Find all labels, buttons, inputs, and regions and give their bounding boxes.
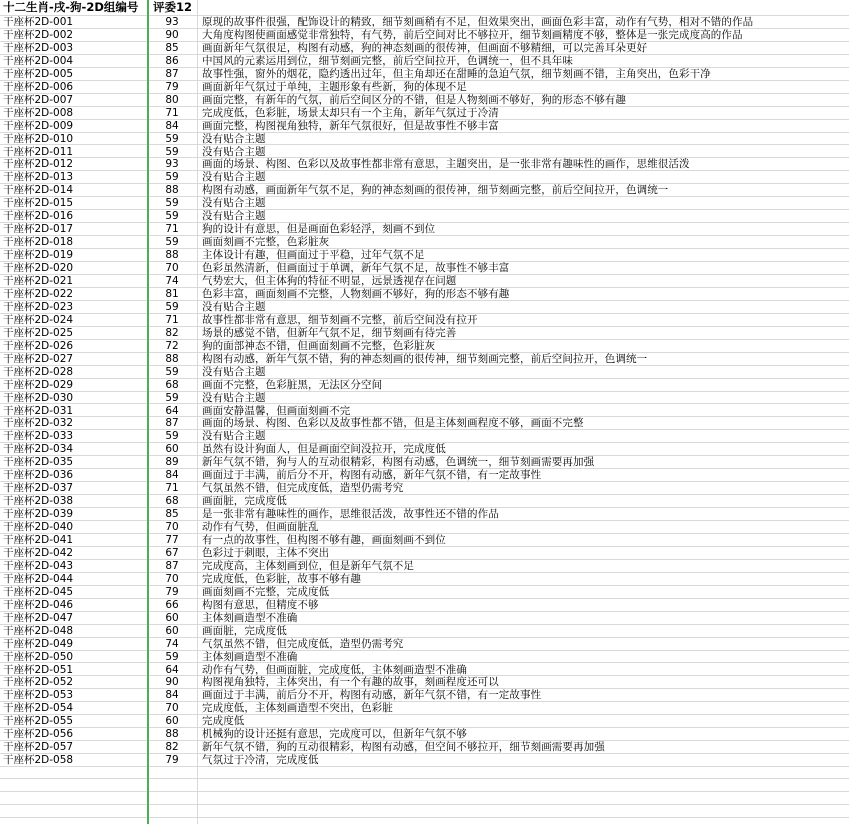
table-row[interactable] (0, 158, 849, 171)
table-row[interactable] (0, 275, 849, 288)
id-cell[interactable]: 干座杯2D-030 (3, 391, 74, 404)
table-row[interactable] (0, 223, 849, 236)
table-row[interactable] (0, 456, 849, 469)
id-cell[interactable]: 干座杯2D-040 (3, 521, 74, 533)
empty-row[interactable] (0, 767, 849, 779)
score-cell[interactable]: 71 (165, 223, 179, 236)
score-cell[interactable]: 87 (165, 559, 179, 572)
score-cell[interactable]: 74 (165, 637, 179, 650)
score-cell[interactable]: 84 (165, 689, 179, 702)
table-row[interactable] (0, 107, 849, 120)
comment-cell[interactable]: 完成度低 (202, 715, 245, 728)
id-cell[interactable]: 干座杯2D-003 (3, 41, 74, 54)
table-row[interactable] (0, 443, 849, 456)
table-row[interactable] (0, 651, 849, 664)
id-cell[interactable]: 干座杯2D-006 (3, 80, 74, 93)
comment-cell[interactable]: 中国风的元素运用到位，细节刻画完整，前后空间拉开，色调统一，但不具年味 (202, 54, 573, 67)
comment-cell[interactable]: 原现的故事件很强，配饰设计的精致，细节刻画稍有不足，但效果突出，画面色彩丰富，动作有气势，相对不错的作品 (202, 16, 754, 28)
table-row[interactable] (0, 171, 849, 184)
score-cell[interactable]: 71 (165, 482, 179, 495)
comment-cell[interactable]: 狗的面部神态不错，但画面刻画不完整，色彩脏灰 (202, 339, 436, 352)
comment-cell[interactable]: 故事性强，窗外的烟花，隐约透出过年，但主角却还在甜睡的急迫气氛，细节刻画不错，主角突出，色彩干净 (202, 67, 711, 80)
comment-cell[interactable]: 气氛过于冷清，完成度低 (202, 754, 319, 767)
score-cell[interactable]: 64 (165, 663, 179, 676)
id-cell[interactable]: 干座杯2D-011 (3, 145, 74, 158)
comment-cell[interactable]: 画面过于丰满，前后分不开，构图有动感，新年气氛不错，有一定故事性 (202, 689, 542, 702)
score-cell[interactable]: 68 (165, 378, 179, 391)
comment-cell[interactable]: 气势宏大，但主体狗的特征不明显，远景透视存在问题 (202, 275, 457, 287)
id-cell[interactable]: 干座杯2D-029 (3, 378, 74, 391)
table-row[interactable] (0, 249, 849, 262)
comment-cell[interactable]: 构图视角独特，主体突出，有一个有趣的故事，刻画程度还可以 (202, 676, 499, 689)
score-cell[interactable]: 81 (165, 287, 179, 300)
score-cell[interactable]: 85 (165, 41, 179, 54)
table-row[interactable] (0, 508, 849, 521)
id-cell[interactable]: 干座杯2D-021 (3, 275, 74, 287)
table-row[interactable] (0, 638, 849, 651)
score-cell[interactable]: 67 (165, 546, 179, 559)
score-cell[interactable]: 82 (165, 741, 179, 754)
comment-cell[interactable]: 画面新年气氛很足，构图有动感，狗的神态刻画的很传神，但画面不够精细，可以完善耳朵更好 (202, 41, 648, 54)
score-cell[interactable]: 88 (165, 184, 179, 197)
id-cell[interactable]: 干座杯2D-007 (3, 93, 74, 106)
id-cell[interactable]: 干座杯2D-055 (3, 715, 74, 728)
comment-cell[interactable]: 大角度构图使画面感觉非常独特，有气势，前后空间对比不够拉开，细节刻画精度不够，整体是一张完成度高的作品 (202, 28, 743, 41)
id-cell[interactable]: 干座杯2D-020 (3, 262, 74, 274)
comment-cell[interactable]: 有一点的故事性，但构图不够有趣，画面刻画不到位 (202, 534, 446, 546)
id-cell[interactable]: 干座杯2D-058 (3, 754, 74, 767)
table-row[interactable] (0, 55, 849, 68)
score-cell[interactable]: 77 (165, 534, 179, 546)
id-cell[interactable]: 干座杯2D-013 (3, 171, 74, 184)
empty-row[interactable] (0, 780, 849, 792)
score-cell[interactable]: 79 (165, 754, 179, 767)
table-row[interactable] (0, 353, 849, 366)
table-row[interactable] (0, 42, 849, 55)
id-cell[interactable]: 干座杯2D-004 (3, 54, 74, 67)
table-row[interactable] (0, 120, 849, 133)
id-cell[interactable]: 干座杯2D-005 (3, 67, 74, 80)
table-row[interactable] (0, 262, 849, 275)
score-cell[interactable]: 93 (165, 16, 179, 28)
comment-cell[interactable]: 画面新年气氛过于单纯，主题形象有些新，狗的体现不足 (202, 80, 467, 93)
score-cell[interactable]: 70 (165, 521, 179, 533)
table-row[interactable] (0, 599, 849, 612)
id-cell[interactable]: 干座杯2D-046 (3, 598, 74, 611)
table-row[interactable] (0, 573, 849, 586)
score-cell[interactable]: 59 (165, 650, 179, 663)
table-row[interactable] (0, 94, 849, 107)
table-row[interactable] (0, 586, 849, 599)
id-cell[interactable]: 干座杯2D-039 (3, 508, 74, 521)
comment-cell[interactable]: 画面的场景、构图、色彩以及故事性都非常有意思，主题突出，是一张非常有趣味性的画作，思维很活泼 (202, 158, 690, 171)
comment-cell[interactable]: 画面不完整，色彩脏黑，无法区分空间 (202, 378, 383, 391)
comment-cell[interactable]: 主体刻画造型不准确 (202, 611, 298, 624)
score-cell[interactable]: 60 (165, 611, 179, 624)
table-row[interactable] (0, 521, 849, 534)
id-cell[interactable]: 干座杯2D-035 (3, 456, 74, 469)
table-row[interactable] (0, 236, 849, 249)
comment-cell[interactable]: 狗的设计有意思，但是画面色彩轻浮，刻画不到位 (202, 223, 436, 236)
id-cell[interactable]: 干座杯2D-012 (3, 158, 74, 171)
table-row[interactable] (0, 392, 849, 405)
score-cell[interactable]: 71 (165, 106, 179, 119)
table-row[interactable] (0, 197, 849, 210)
header-comment-cell[interactable] (202, 0, 849, 15)
id-cell[interactable]: 干座杯2D-002 (3, 28, 74, 41)
id-cell[interactable]: 干座杯2D-014 (3, 184, 74, 197)
comment-cell[interactable]: 构图有意思，但精度不够 (202, 598, 319, 611)
score-cell[interactable]: 59 (165, 171, 179, 184)
comment-cell[interactable]: 新年气氛不错，狗与人的互动很精彩，构图有动感，色调统一，细节刻画需要再加强 (202, 456, 595, 469)
table-row[interactable] (0, 715, 849, 728)
comment-cell[interactable]: 动作有气势，但画面脏乱 (202, 521, 319, 533)
score-cell[interactable]: 70 (165, 262, 179, 274)
comment-cell[interactable]: 画面的场景、构图、色彩以及故事性都不错，但是主体刻画程度不够，画面不完整 (202, 417, 584, 430)
table-row[interactable] (0, 495, 849, 508)
table-row[interactable] (0, 547, 849, 560)
score-cell[interactable]: 59 (165, 145, 179, 158)
comment-cell[interactable]: 气氛虽然不错，但完成度低，造型仍需考究 (202, 482, 404, 495)
score-cell[interactable]: 60 (165, 715, 179, 728)
comment-cell[interactable]: 没有贴合主题 (202, 300, 266, 313)
score-cell[interactable]: 59 (165, 210, 179, 223)
score-cell[interactable]: 82 (165, 326, 179, 339)
table-row[interactable] (0, 327, 849, 340)
table-row[interactable] (0, 288, 849, 301)
id-cell[interactable]: 干座杯2D-001 (3, 16, 74, 28)
comment-cell[interactable]: 完成度高，主体刻画到位，但是新年气氛不足 (202, 559, 414, 572)
score-cell[interactable]: 59 (165, 132, 179, 145)
id-cell[interactable]: 干座杯2D-008 (3, 106, 74, 119)
score-cell[interactable]: 86 (165, 54, 179, 67)
id-cell[interactable]: 干座杯2D-037 (3, 482, 74, 495)
score-cell[interactable]: 93 (165, 158, 179, 171)
comment-cell[interactable]: 没有贴合主题 (202, 430, 266, 443)
table-row[interactable] (0, 728, 849, 741)
comment-cell[interactable]: 新年气氛不错，狗的互动很精彩，构图有动感，但空间不够拉开，细节刻画需要再加强 (202, 741, 605, 754)
id-cell[interactable]: 干座杯2D-028 (3, 365, 74, 378)
comment-cell[interactable]: 完成度低，色彩脏，场景太却只有一个主角，新年气氛过于冷清 (202, 106, 499, 119)
id-cell[interactable]: 干座杯2D-049 (3, 637, 74, 650)
comment-cell[interactable]: 画面完整，构图视角独特，新年气氛很好，但是故事性不够丰富 (202, 119, 499, 132)
comment-cell[interactable]: 没有贴合主题 (202, 210, 266, 223)
comment-cell[interactable]: 构图有动感，新年气氛不错，狗的神态刻画的很传神，细节刻画完整，前后空间拉开，色调统一 (202, 352, 648, 365)
id-cell[interactable]: 干座杯2D-023 (3, 300, 74, 313)
id-cell[interactable]: 干座杯2D-051 (3, 663, 74, 676)
id-cell[interactable]: 干座杯2D-047 (3, 611, 74, 624)
table-row[interactable] (0, 146, 849, 159)
comment-cell[interactable]: 画面脏，完成度低 (202, 495, 287, 508)
score-cell[interactable]: 59 (165, 430, 179, 443)
id-cell[interactable]: 干座杯2D-042 (3, 546, 74, 559)
id-cell[interactable]: 干座杯2D-043 (3, 559, 74, 572)
score-cell[interactable]: 60 (165, 443, 179, 456)
score-cell[interactable]: 88 (165, 728, 179, 741)
comment-cell[interactable]: 画面安静温馨，但画面刻画不完 (202, 404, 351, 417)
comment-cell[interactable]: 没有贴合主题 (202, 171, 266, 184)
table-row[interactable] (0, 210, 849, 223)
table-row[interactable] (0, 482, 849, 495)
score-cell[interactable]: 84 (165, 119, 179, 132)
id-cell[interactable]: 干座杯2D-010 (3, 132, 74, 145)
id-cell[interactable]: 干座杯2D-027 (3, 352, 74, 365)
score-cell[interactable]: 79 (165, 585, 179, 598)
table-row[interactable] (0, 741, 849, 754)
id-cell[interactable]: 干座杯2D-032 (3, 417, 74, 430)
table-row[interactable] (0, 560, 849, 573)
table-row[interactable] (0, 625, 849, 638)
score-cell[interactable]: 84 (165, 469, 179, 482)
id-cell[interactable]: 干座杯2D-044 (3, 572, 74, 585)
id-cell[interactable]: 干座杯2D-033 (3, 430, 74, 443)
score-cell[interactable]: 59 (165, 300, 179, 313)
empty-row[interactable] (0, 806, 849, 818)
id-cell[interactable]: 干座杯2D-045 (3, 585, 74, 598)
id-cell[interactable]: 干座杯2D-053 (3, 689, 74, 702)
score-cell[interactable]: 87 (165, 417, 179, 430)
score-cell[interactable]: 80 (165, 93, 179, 106)
id-cell[interactable]: 干座杯2D-009 (3, 119, 74, 132)
id-cell[interactable]: 干座杯2D-025 (3, 326, 74, 339)
comment-cell[interactable]: 完成度低，主体刻画造型不突出，色彩脏 (202, 702, 393, 715)
comment-cell[interactable]: 没有贴合主题 (202, 197, 266, 210)
table-row[interactable] (0, 81, 849, 94)
score-cell[interactable]: 74 (165, 275, 179, 287)
column-divider-a (147, 0, 149, 824)
table-row[interactable] (0, 702, 849, 715)
table-row[interactable] (0, 405, 849, 418)
comment-cell[interactable]: 画面脏，完成度低 (202, 624, 287, 637)
id-cell[interactable]: 干座杯2D-026 (3, 339, 74, 352)
score-cell[interactable]: 90 (165, 28, 179, 41)
comment-cell[interactable]: 完成度低，色彩脏，故事不够有趣 (202, 572, 361, 585)
comment-cell[interactable]: 色彩过于刺眼，主体不突出 (202, 546, 330, 559)
score-cell[interactable]: 79 (165, 80, 179, 93)
table-row[interactable] (0, 664, 849, 677)
table-row[interactable] (0, 133, 849, 146)
table-row[interactable] (0, 29, 849, 42)
comment-cell[interactable]: 场景的感觉不错，但新年气氛不足，细节刻画有待完善 (202, 326, 457, 339)
comment-cell[interactable]: 没有贴合主题 (202, 365, 266, 378)
id-cell[interactable]: 干座杯2D-054 (3, 702, 74, 715)
comment-cell[interactable]: 没有贴合主题 (202, 391, 266, 404)
table-row[interactable] (0, 340, 849, 353)
score-cell[interactable]: 88 (165, 249, 179, 262)
id-cell[interactable]: 干座杯2D-031 (3, 404, 74, 417)
score-cell[interactable]: 87 (165, 67, 179, 80)
comment-cell[interactable]: 虽然有设计狗面人，但是画面空间没拉开，完成度低 (202, 443, 446, 456)
header-score-cell[interactable]: 评委12 (153, 0, 193, 14)
table-row[interactable] (0, 417, 849, 430)
id-cell[interactable]: 干座杯2D-015 (3, 197, 74, 210)
comment-cell[interactable]: 构图有动感，画面新年气氛不足，狗的神态刻画的很传神，细节刻画完整，前后空间拉开，色调统一 (202, 184, 669, 197)
id-cell[interactable]: 干座杯2D-048 (3, 624, 74, 637)
table-row[interactable] (0, 676, 849, 689)
comment-cell[interactable]: 动作有气势，但画面脏，完成度低，主体刻画造型不准确 (202, 663, 467, 676)
table-row[interactable] (0, 754, 849, 767)
comment-cell[interactable]: 画面过于丰满，前后分不开，构图有动感，新年气氛不错，有一定故事性 (202, 469, 542, 482)
score-cell[interactable]: 59 (165, 236, 179, 249)
score-cell[interactable]: 68 (165, 495, 179, 508)
header-row[interactable] (0, 0, 849, 16)
table-row[interactable] (0, 314, 849, 327)
table-row[interactable] (0, 612, 849, 625)
id-cell[interactable]: 干座杯2D-034 (3, 443, 74, 456)
score-cell[interactable]: 66 (165, 598, 179, 611)
comment-cell[interactable]: 气氛虽然不错，但完成度低，造型仍需考究 (202, 637, 404, 650)
empty-row[interactable] (0, 819, 849, 824)
comment-cell[interactable]: 故事性都非常有意思，细节刻画不完整，前后空间没有拉开 (202, 313, 478, 326)
table-row[interactable] (0, 301, 849, 314)
id-cell[interactable]: 干座杯2D-050 (3, 650, 74, 663)
id-cell[interactable]: 干座杯2D-017 (3, 223, 74, 236)
id-cell[interactable]: 干座杯2D-024 (3, 313, 74, 326)
table-row[interactable] (0, 430, 849, 443)
comment-cell[interactable]: 主体刻画造型不准确 (202, 650, 298, 663)
column-divider-b (197, 0, 198, 824)
score-cell[interactable]: 70 (165, 702, 179, 715)
id-cell[interactable]: 干座杯2D-022 (3, 287, 74, 300)
id-cell[interactable]: 干座杯2D-036 (3, 469, 74, 482)
id-cell[interactable]: 干座杯2D-057 (3, 741, 74, 754)
score-cell[interactable]: 59 (165, 365, 179, 378)
comment-cell[interactable]: 机械狗的设计还挺有意思，完成度可以，但新年气氛不够 (202, 728, 467, 741)
header-id-cell[interactable]: 十二生肖-戌-狗-2D组编号 (3, 0, 139, 14)
comment-cell[interactable]: 主体设计有趣，但画面过于平稳，过年气氛不足 (202, 249, 425, 262)
score-cell[interactable]: 85 (165, 508, 179, 521)
table-row[interactable] (0, 184, 849, 197)
empty-row[interactable] (0, 793, 849, 805)
table-row[interactable] (0, 689, 849, 702)
score-cell[interactable]: 60 (165, 624, 179, 637)
score-cell[interactable]: 64 (165, 404, 179, 417)
score-cell[interactable]: 72 (165, 339, 179, 352)
score-cell[interactable]: 88 (165, 352, 179, 365)
score-cell[interactable]: 59 (165, 391, 179, 404)
comment-cell[interactable]: 没有贴合主题 (202, 132, 266, 145)
id-cell[interactable]: 干座杯2D-016 (3, 210, 74, 223)
table-row[interactable] (0, 68, 849, 81)
score-cell[interactable]: 70 (165, 572, 179, 585)
id-cell[interactable]: 干座杯2D-052 (3, 676, 74, 689)
id-cell[interactable]: 干座杯2D-041 (3, 534, 74, 546)
comment-cell[interactable]: 色彩虽然清新，但画面过于单调，新年气氛不足，故事性不够丰富 (202, 262, 510, 274)
table-row[interactable] (0, 366, 849, 379)
table-row[interactable] (0, 379, 849, 392)
comment-cell[interactable]: 画面刻画不完整，色彩脏灰 (202, 236, 330, 249)
score-cell[interactable]: 71 (165, 313, 179, 326)
comment-cell[interactable]: 没有贴合主题 (202, 145, 266, 158)
score-cell[interactable]: 90 (165, 676, 179, 689)
id-cell[interactable]: 干座杯2D-038 (3, 495, 74, 508)
comment-cell[interactable]: 画面完整，有新年的气氛，前后空间区分的不错，但是人物刻画不够好，狗的形态不够有趣 (202, 93, 626, 106)
table-row[interactable] (0, 534, 849, 547)
comment-cell[interactable]: 色彩丰富，画面刻画不完整，人物刻画不够好，狗的形态不够有趣 (202, 287, 510, 300)
comment-cell[interactable]: 是一张非常有趣味性的画作，思维很活泼，故事性还不错的作品 (202, 508, 499, 521)
comment-cell[interactable]: 画面刻画不完整，完成度低 (202, 585, 330, 598)
table-row[interactable] (0, 469, 849, 482)
id-cell[interactable]: 干座杯2D-018 (3, 236, 74, 249)
score-cell[interactable]: 59 (165, 197, 179, 210)
id-cell[interactable]: 干座杯2D-019 (3, 249, 74, 262)
score-cell[interactable]: 89 (165, 456, 179, 469)
table-row[interactable] (0, 16, 849, 29)
id-cell[interactable]: 干座杯2D-056 (3, 728, 74, 741)
